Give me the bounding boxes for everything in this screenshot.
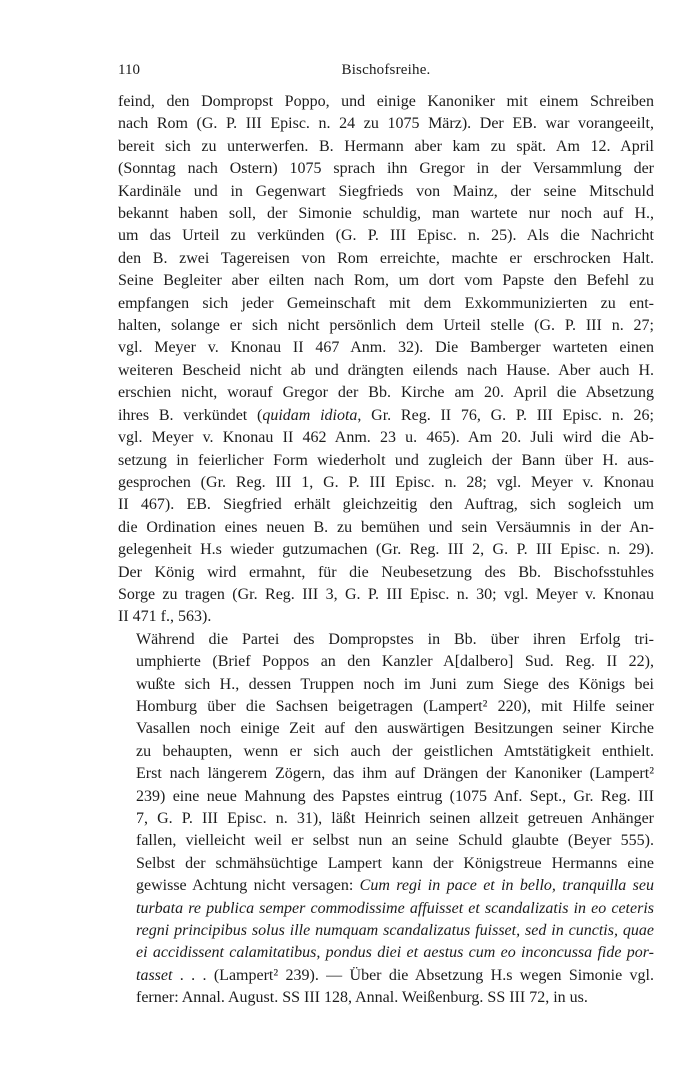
text-line (118, 91, 654, 113)
text-segment: Homburg über die Sachsen beigetragen (Lampert² 220), mit Hilfe seiner (136, 697, 654, 715)
text-line (118, 539, 654, 561)
text-line (118, 651, 654, 673)
text-line (118, 674, 654, 696)
text-segment: Erst nach längerem Zögern, das ihm auf Drängen der Kanoniker (Lampert² (136, 765, 654, 783)
text-line (118, 405, 654, 427)
text-line (118, 382, 654, 404)
text-line (118, 427, 654, 449)
text-line (118, 472, 654, 494)
text-segment: setzung in feierlicher Form wiederholt und zugleich der Bann über H. aus- (118, 451, 654, 469)
text-line (118, 741, 654, 763)
text-segment: Kardinäle und in Gegenwart Siegfrieds von Mainz, der seine Mitschuld (118, 182, 654, 200)
text-segment: bereit sich zu unterwerfen. B. Hermann aber kam zu spät. Am 12. April (118, 137, 654, 155)
text-segment: gesprochen (Gr. Reg. III 1, G. P. III Episc. n. 28; vgl. Meyer v. Knonau (118, 473, 654, 491)
body-text (118, 91, 654, 1010)
text-line (118, 181, 654, 203)
italic-quote-segment: ei accidissent calamitatibus, pondus diei et aestus cum eo inconcussa fide por- (136, 944, 654, 962)
text-line (118, 987, 654, 1009)
text-line (118, 942, 654, 964)
text-segment: nach Rom (G. P. III Episc. n. 24 zu 1075 März). Der EB. war vorangeeilt, (118, 115, 654, 133)
text-line (118, 113, 654, 135)
text-segment: (Sonntag nach Ostern) 1075 sprach ihn Gregor in der Versammlung der (118, 160, 654, 178)
text-line (118, 158, 654, 180)
text-line (118, 225, 654, 247)
text-line (118, 898, 654, 920)
text-segment: 239) eine neue Mahnung des Papstes eintrug (1075 Anf. Sept., Gr. Reg. III (136, 787, 654, 805)
text-line (118, 360, 654, 382)
text-line (118, 965, 654, 987)
text-segment: vgl. Meyer v. Knonau II 467 Anm. 32). Die Bamberger warteten einen (118, 339, 654, 357)
text-segment: ferner: Annal. August. SS III 128, Annal. Weißenburg. SS III 72, in us. (136, 989, 588, 1007)
text-line (118, 763, 654, 785)
paragraph (118, 629, 654, 1010)
italic-quote-segment: regni principibus solus ille numquam scandalizatus fuisset, sed in cunctis, quae (136, 922, 654, 940)
italic-quote-segment: Cum regi in pace et in bello, tranquilla seu (359, 877, 654, 895)
text-line (118, 562, 654, 584)
text-segment: zu behaupten, wenn er sich auch der geistlichen Amtstätigkeit enthielt. (136, 742, 654, 760)
text-line (118, 606, 654, 628)
text-line (118, 337, 654, 359)
text-segment: halten, solange er sich nicht persönlich dem Urteil stelle (G. P. III n. 27; (118, 317, 654, 335)
text-line (118, 517, 654, 539)
text-segment: vgl. Meyer v. Knonau II 462 Anm. 23 u. 465). Am 20. Juli wird die Ab- (118, 429, 654, 447)
italic-quote-segment: turbata re publica semper commodissime affuisset et scandalizatis in eo ceteris (136, 899, 654, 917)
text-segment: den B. zwei Tagereisen von Rom erreichte, machte er erschrocken Halt. (118, 249, 654, 267)
text-segment: wußte sich H., dessen Truppen noch im Juni zum Siege des Königs bei (136, 675, 654, 693)
text-line (118, 875, 654, 897)
running-head-title: Bischofsreihe. (341, 62, 431, 78)
text-segment: empfangen sich jeder Gemeinschaft mit dem Exkommunizierten zu ent- (118, 294, 654, 312)
text-segment: II 467). EB. Siegfried erhält gleichzeitig den Auftrag, sich sogleich um (118, 496, 654, 514)
text-segment: bekannt haben soll, der Simonie schuldig, man wartete nur noch auf H., (118, 205, 654, 223)
book-page (118, 62, 654, 1010)
text-segment: weiteren Bescheid nicht ab und drängten eilends nach Hause. Aber auch H. (118, 361, 654, 379)
text-segment: 7, G. P. III Episc. n. 31), läßt Heinrich seinen allzeit getreuen Anhänger (136, 810, 654, 827)
text-line (118, 853, 654, 875)
text-line (118, 136, 654, 158)
text-line (118, 786, 654, 808)
italic-quote-segment: tasset (136, 966, 173, 984)
text-line (118, 293, 654, 315)
text-line (118, 494, 654, 516)
text-segment: die Ordination eines neuen B. zu bemühen und sein Versäumnis in der An- (118, 518, 654, 536)
text-line (118, 718, 654, 740)
text-segment: um das Urteil zu verkünden (G. P. III Episc. n. 25). Als die Nachricht (118, 227, 654, 245)
paragraph (118, 91, 654, 629)
text-segment: Sorge zu tragen (Gr. Reg. III 3, G. P. III Episc. n. 30; vgl. Meyer v. Knonau (118, 585, 654, 603)
text-segment: Selbst der schmähsüchtige Lampert kann der Königstreue Hermanns eine (136, 854, 654, 872)
text-line (118, 920, 654, 942)
text-line (118, 629, 654, 651)
text-segment: Seine Begleiter aber eilten nach Rom, um dort vom Papste den Befehl zu (118, 272, 654, 290)
text-line (118, 696, 654, 718)
text-segment: erschien nicht, worauf Gregor der Bb. Kirche am 20. April die Absetzung (118, 384, 654, 402)
text-segment: fallen, vielleicht weil er selbst nun an seine Schuld glaubte (Beyer 555). (136, 832, 654, 850)
text-line (118, 450, 654, 472)
text-segment: II 471 f., 563). (118, 608, 212, 626)
text-segment: ihres B. verkündet ( (118, 406, 263, 424)
text-segment: umphierte (Brief Poppos an den Kanzler A[dalbero] Sud. Reg. II 22), (136, 653, 654, 671)
text-segment: Vasallen noch einige Zeit auf den auswärtigen Besitzungen seiner Kirche (136, 720, 654, 738)
text-line (118, 248, 654, 270)
text-line (118, 808, 654, 830)
text-line (118, 270, 654, 292)
text-line (118, 830, 654, 852)
text-line (118, 203, 654, 225)
text-segment: feind, den Dompropst Poppo, und einige Kanoniker mit einem Schreiben (118, 93, 654, 110)
page-number: 110 (118, 62, 140, 78)
text-segment: Während die Partei des Dompropstes in Bb. über ihren Erfolg tri- (136, 630, 654, 648)
text-segment: Der König wird ermahnt, für die Neubesetzung des Bb. Bischofsstuhles (118, 563, 654, 581)
text-segment: gewisse Achtung nicht versagen: (136, 877, 360, 895)
italic-quote-segment: quidam idiota (262, 406, 358, 424)
text-line (118, 315, 654, 337)
text-segment: , Gr. Reg. II 76, G. P. III Episc. n. 26; (357, 406, 654, 424)
text-segment: . . . (Lampert² 239). — Über die Absetzung H.s wegen Simonie vgl. (172, 966, 654, 984)
text-segment: gelegenheit H.s wieder gutzumachen (Gr. Reg. III 2, G. P. III Episc. n. 29). (118, 541, 654, 559)
text-line (118, 584, 654, 606)
running-head (118, 62, 654, 84)
